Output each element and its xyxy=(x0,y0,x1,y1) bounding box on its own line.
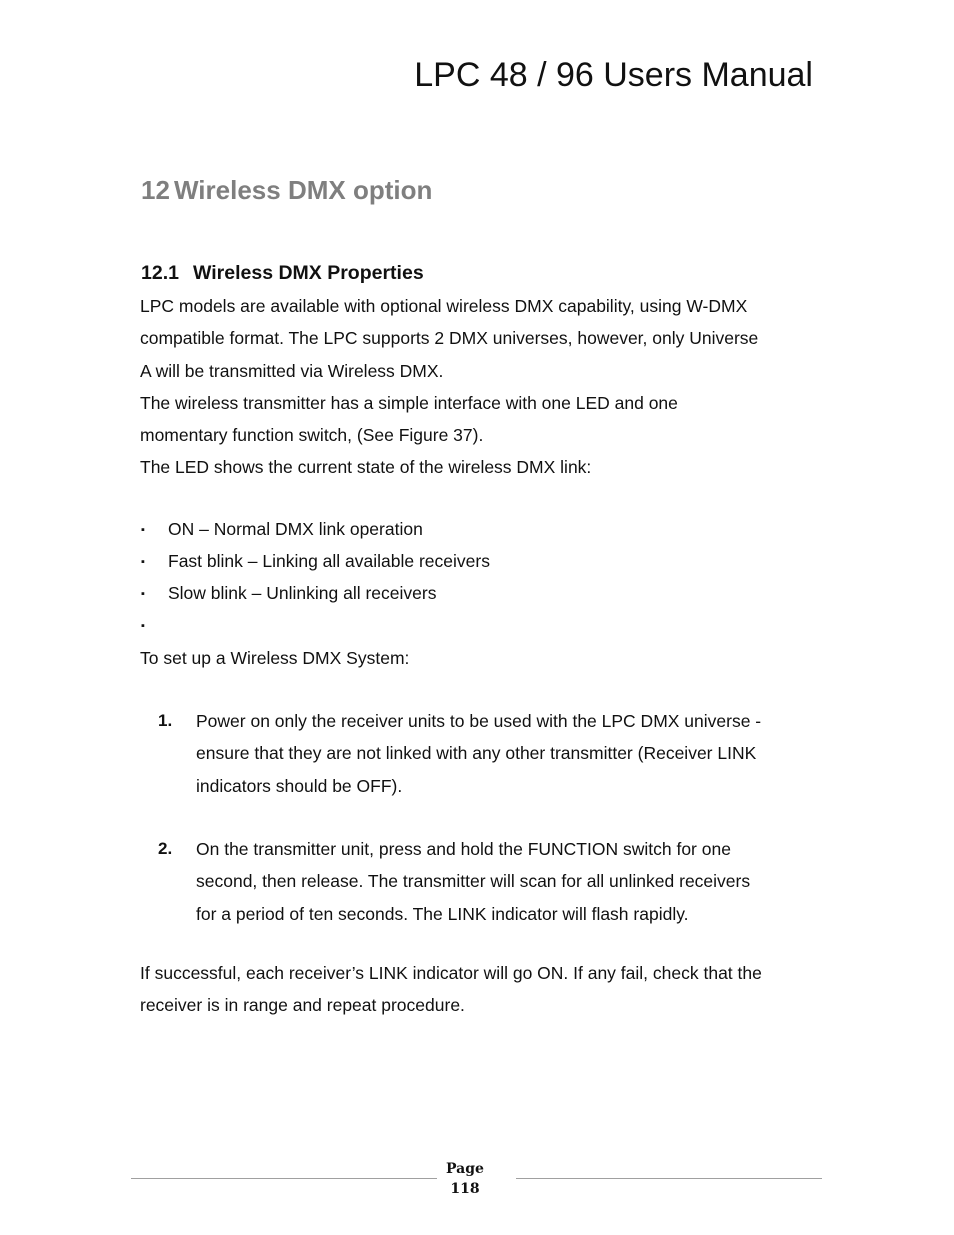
closing-line: receiver is in range and repeat procedure. xyxy=(140,995,465,1016)
step-line: ensure that they are not linked with any other transmitter (Receiver LINK xyxy=(196,743,757,764)
step-line: On the transmitter unit, press and hold the FUNCTION switch for one xyxy=(196,839,731,859)
section-number: 12.1 xyxy=(141,262,179,284)
list-item xyxy=(141,609,490,641)
chapter-title: Wireless DMX option xyxy=(174,175,433,205)
page-label: Page xyxy=(446,1161,484,1177)
intro-line: A will be transmitted via Wireless DMX. xyxy=(140,360,444,381)
list-item-text: Fast blink – Linking all available receivers xyxy=(168,551,490,571)
footer-rule-left xyxy=(131,1178,437,1179)
closing-line: If successful, each receiver’s LINK indicator will go ON. If any fail, check that the xyxy=(140,963,762,983)
chapter-heading xyxy=(141,175,432,206)
step-line: indicators should be OFF). xyxy=(196,775,403,796)
list-item-text: ON – Normal DMX link operation xyxy=(168,519,423,539)
page-number: 118 xyxy=(450,1181,480,1197)
bullet-marker: ▪ xyxy=(141,588,145,600)
intro-line: The wireless transmitter has a simple interface with one LED and one xyxy=(140,392,678,413)
step-number: 1. xyxy=(158,711,173,730)
step-line: for a period of ten seconds. The LINK indicator will flash rapidly. xyxy=(196,903,689,924)
setup-heading: To set up a Wireless DMX System: xyxy=(140,648,410,668)
intro-line: The LED shows the current state of the wireless DMX link: xyxy=(140,457,592,478)
chapter-number: 12 xyxy=(141,175,170,205)
bullet-marker: ▪ xyxy=(141,556,145,568)
list-item xyxy=(141,545,490,577)
step-number: 2. xyxy=(158,839,173,858)
step-line: second, then release. The transmitter will scan for all unlinked receivers xyxy=(196,871,751,892)
intro-line: momentary function switch, (See Figure 37). xyxy=(140,425,484,446)
section-title: Wireless DMX Properties xyxy=(193,262,424,284)
list-item xyxy=(141,577,490,609)
closing-paragraph xyxy=(140,957,762,1022)
intro-line: compatible format. The LPC supports 2 DMX universes, however, only Universe xyxy=(140,328,759,349)
intro-paragraph xyxy=(140,290,758,484)
list-item xyxy=(141,513,490,545)
led-state-list xyxy=(141,513,490,641)
page-number-block xyxy=(440,1159,490,1199)
list-item-text: Slow blink – Unlinking all receivers xyxy=(168,583,437,603)
bullet-marker: ▪ xyxy=(141,524,145,536)
bullet-marker: ▪ xyxy=(141,620,145,632)
section-heading xyxy=(141,262,424,285)
intro-line: LPC models are available with optional wireless DMX capability, using W-DMX xyxy=(140,296,748,316)
page-header-title: LPC 48 / 96 Users Manual xyxy=(414,56,813,94)
step-text xyxy=(196,833,750,930)
footer-rule-right xyxy=(516,1178,822,1179)
step-line: Power on only the receiver units to be used with the LPC DMX universe - xyxy=(196,711,762,731)
step-text xyxy=(196,705,761,802)
